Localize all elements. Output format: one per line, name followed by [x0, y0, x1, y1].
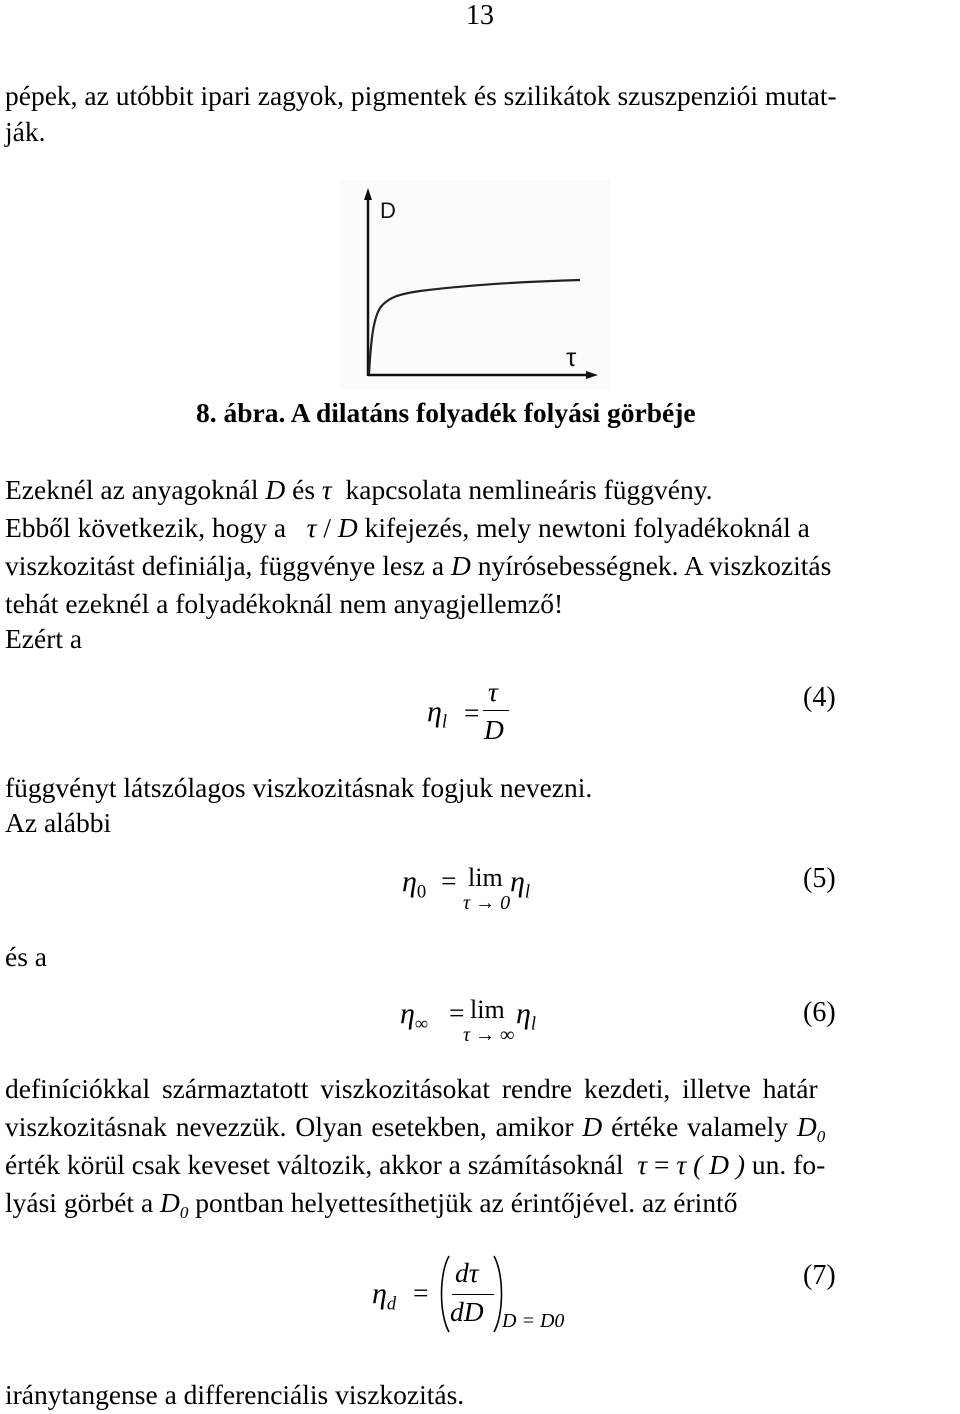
eq4-lhs: $\eta_l$: [427, 695, 448, 733]
eq4-fraction-bar: [483, 710, 509, 711]
text-run: Ezeknél az anyagoknál: [5, 474, 266, 505]
paragraph-line: Az alábbi: [5, 807, 112, 838]
text-run: D: [582, 1111, 603, 1142]
eq7-left-paren: [437, 1254, 451, 1334]
text-run: τ: [306, 512, 317, 543]
text-run: =: [647, 1149, 677, 1180]
paragraph-line: [5, 1186, 737, 1230]
flow-curve-figure: [340, 180, 610, 390]
eq6-lim-under: τ → ∞: [463, 1024, 515, 1046]
paragraph-line: iránytangense a differenciális viszkozitás.: [5, 1379, 465, 1410]
text-run: értéke valamely: [602, 1111, 797, 1142]
eq4-equals: =: [464, 697, 480, 728]
eq4-number: (4): [803, 682, 836, 713]
eq7-denominator: dD: [450, 1296, 484, 1327]
paragraph-line: definíciókkal származtatott viszkozitásokat rendre kezdeti, illetve határ: [5, 1073, 818, 1104]
eq7-number: (7): [803, 1260, 836, 1291]
text-run: kifejezés, mely newtoni folyadékoknál a: [357, 512, 810, 543]
text-run: pontban helyettesíthetjük az érintőjével. az érintő: [188, 1187, 738, 1218]
text-run: nyírósebességnek. A viszkozitás: [470, 550, 832, 581]
text-run: τ: [321, 474, 332, 505]
text-run: lyási görbét a: [5, 1187, 161, 1218]
paragraph-line: és a: [5, 941, 47, 972]
text-run: viszkozitásnak nevezzük. Olyan esetekben, amikor: [5, 1111, 583, 1142]
paragraph-line: [5, 1148, 825, 1182]
paragraph-line: függvényt látszólagos viszkozitásnak fogjuk nevezni.: [5, 772, 593, 803]
text-run: és: [285, 474, 322, 505]
text-run: Ebből következik, hogy a: [5, 512, 307, 543]
eq7-numerator: dτ: [455, 1257, 479, 1288]
text-run: D: [265, 474, 286, 505]
eq6-lhs: $\eta_\infty$: [400, 997, 429, 1035]
eq7-equals: =: [413, 1277, 429, 1308]
text-run: $D_0$: [160, 1187, 189, 1222]
eq4-numerator: τ: [488, 676, 498, 707]
eq7-eval: D = D0: [502, 1310, 565, 1332]
text-run: un. fo-: [745, 1149, 826, 1180]
eq7-lhs: $\eta_d$: [372, 1277, 397, 1315]
text-run: D: [337, 512, 358, 543]
eq5-lim: lim: [468, 863, 503, 892]
text-run: τ: [637, 1149, 648, 1180]
text-run: viszkozitást definiálja, függvénye lesz a: [5, 550, 451, 581]
paragraph-line: ják.: [5, 116, 46, 147]
page-number: 13: [466, 0, 494, 31]
eq6-equals: =: [449, 997, 465, 1028]
paragraph-line: [5, 549, 831, 583]
paragraph-line: [5, 473, 713, 507]
eq7-fraction-bar: [452, 1294, 494, 1295]
paragraph-line: [5, 511, 955, 545]
text-run: kapcsolata nemlineáris függvény.: [331, 474, 713, 505]
eq6-number: (6): [803, 997, 836, 1028]
eq5-lim-under: τ → 0: [463, 892, 511, 914]
eq5-rhs: $\eta_l$: [510, 865, 531, 903]
figure-caption: 8. ábra. A dilatáns folyadék folyási görbéje: [196, 397, 696, 428]
y-axis-label: D: [380, 198, 396, 223]
text-run: τ ( D ): [676, 1149, 746, 1180]
paragraph-line: pépek, az utóbbit ipari zagyok, pigmentek és szilikátok szuszpenziói mutat-: [5, 80, 837, 111]
text-run: D: [450, 550, 471, 581]
text-run: /: [316, 512, 338, 543]
eq4-denominator: D: [484, 714, 504, 745]
eq5-lhs: $\eta_0$: [402, 865, 427, 903]
paragraph-line: Ezért a: [5, 623, 83, 654]
eq6-rhs: $\eta_l$: [516, 997, 537, 1035]
text-run: $D_0$: [796, 1111, 826, 1146]
text-run: érték körül csak keveset változik, akkor a számításoknál: [5, 1149, 638, 1180]
eq6-lim: lim: [470, 995, 505, 1024]
eq5-equals: =: [441, 865, 457, 896]
x-axis-label: τ: [566, 342, 577, 372]
paragraph-line: tehát ezeknél a folyadékoknál nem anyagjellemző!: [5, 588, 564, 619]
eq5-number: (5): [803, 863, 836, 894]
